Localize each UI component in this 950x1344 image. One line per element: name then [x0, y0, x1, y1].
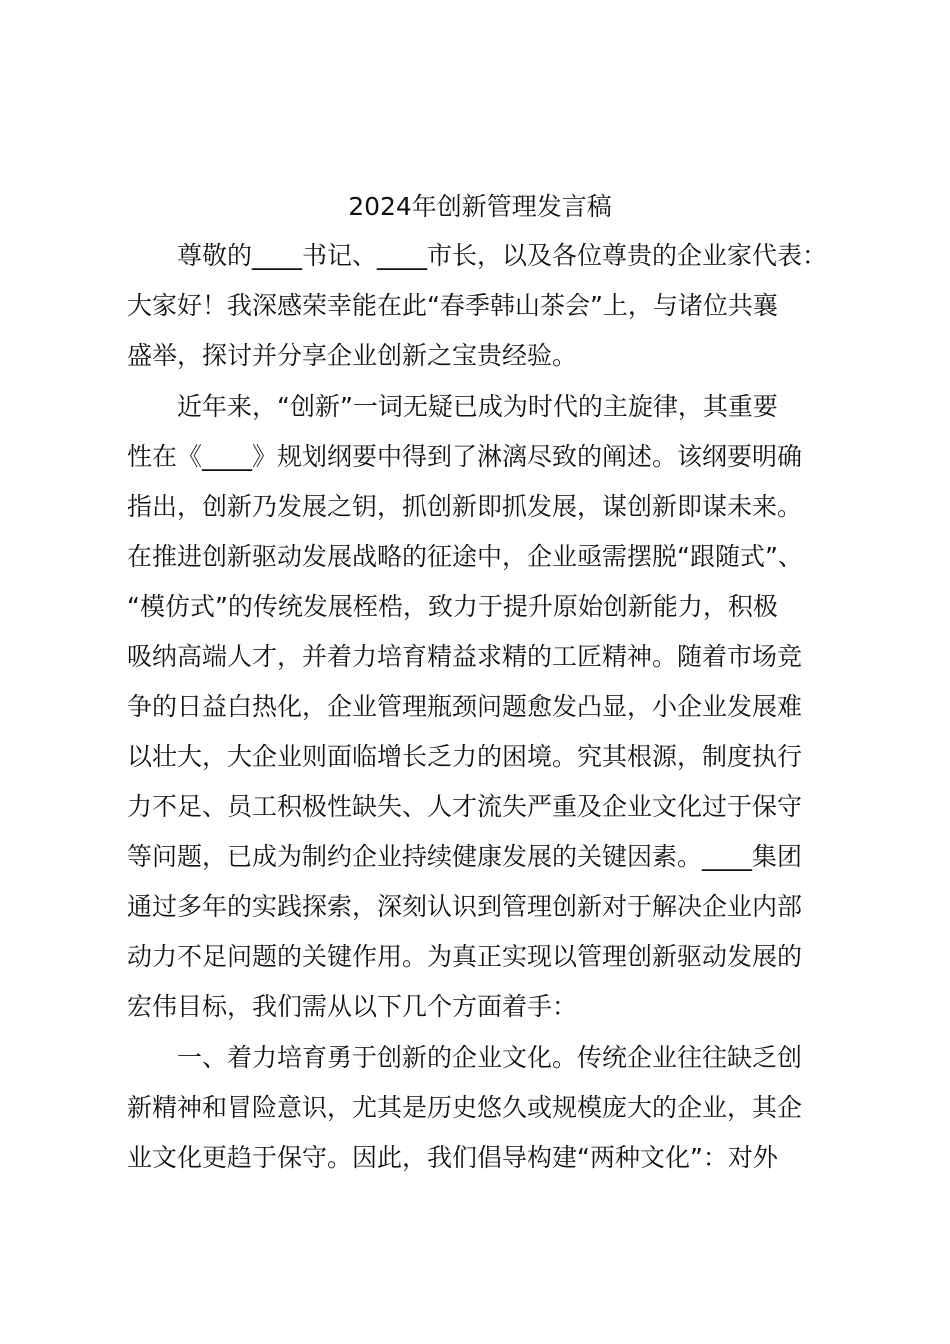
paragraph-line: 宏伟目标，我们需从以下几个方面着手：	[127, 992, 578, 1021]
paragraph-line: 以壮大，大企业则面临增长乏力的困境。究其根源，制度执行	[127, 742, 803, 771]
paragraph-line: 动力不足问题的关键作用。为真正实现以管理创新驱动发展的	[127, 942, 803, 971]
paragraph-line: 盛举，探讨并分享企业创新之宝贵经验。	[127, 341, 578, 370]
paragraph-line: 近年来，“创新”一词无疑已成为时代的主旋律，其重要	[177, 392, 778, 421]
paragraph-line: 指出，创新乃发展之钥，抓创新即抓发展，谋创新即谋未来。	[127, 492, 803, 521]
document-title: 2024年创新管理发言稿	[348, 192, 612, 221]
paragraph-line: 力不足、员工积极性缺失、人才流失严重及企业文化过于保守	[127, 792, 803, 821]
paragraph-line: 业文化更趋于保守。因此，我们倡导构建“两种文化”：对外	[127, 1143, 778, 1172]
paragraph-line: 等问题，已成为制约企业持续健康发展的关键因素。____集团	[127, 842, 803, 871]
paragraph-line: 一、着力培育勇于创新的企业文化。传统企业往往缺乏创	[177, 1043, 803, 1072]
paragraph-line: 新精神和冒险意识，尤其是历史悠久或规模庞大的企业，其企	[127, 1093, 803, 1122]
paragraph-line: 尊敬的____书记、____市长，以及各位尊贵的企业家代表：	[177, 241, 828, 270]
paragraph-line: “模仿式”的传统发展桎梏，致力于提升原始创新能力，积极	[127, 592, 778, 621]
paragraph-line: 大家好！我深感荣幸能在此“春季韩山茶会”上，与诸位共襄	[127, 291, 778, 320]
paragraph-line: 性在《____》规划纲要中得到了淋漓尽致的阐述。该纲要明确	[127, 442, 803, 471]
paragraph-line: 通过多年的实践探索，深刻认识到管理创新对于解决企业内部	[127, 892, 803, 921]
paragraph-line: 争的日益白热化，企业管理瓶颈问题愈发凸显，小企业发展难	[127, 692, 803, 721]
paragraph-line: 在推进创新驱动发展战略的征途中，企业亟需摆脱“跟随式”、	[127, 542, 803, 571]
paragraph-line: 吸纳高端人才，并着力培育精益求精的工匠精神。随着市场竞	[127, 642, 803, 671]
